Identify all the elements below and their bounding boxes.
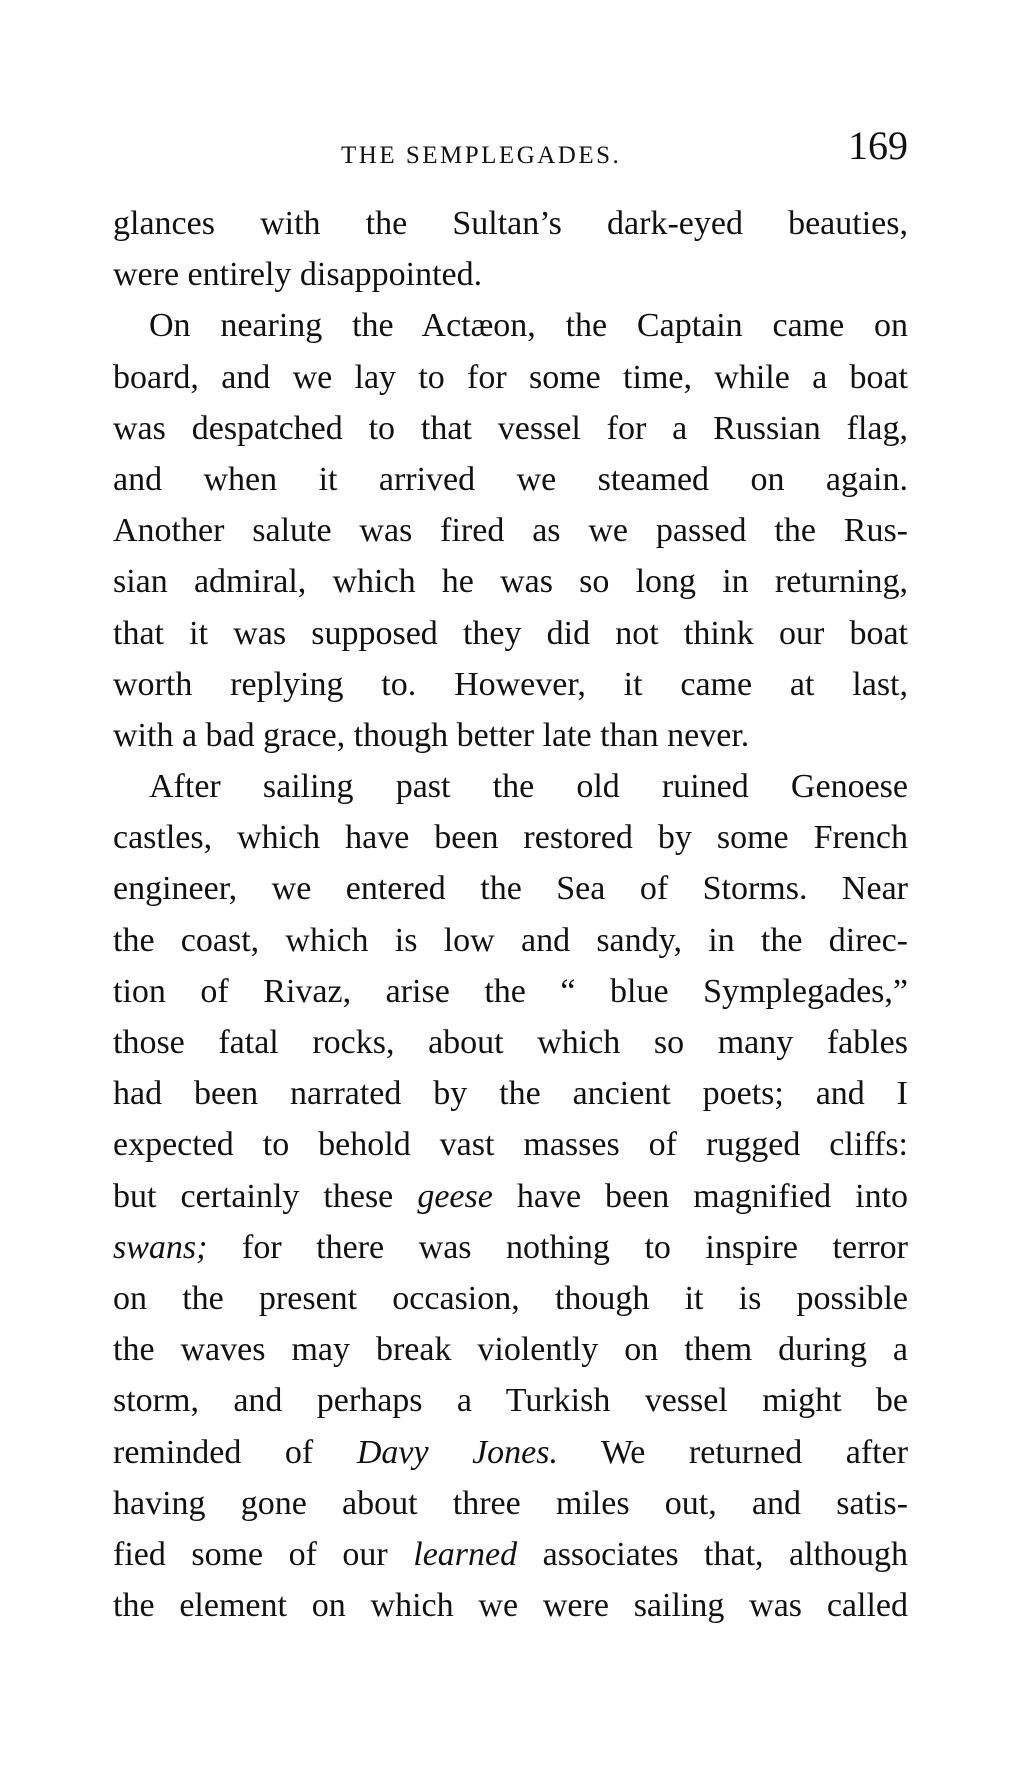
text-run: We returned after: [600, 1433, 909, 1471]
running-title: THE SEMPLEGADES.: [341, 142, 622, 169]
text-run: but certainly these: [113, 1177, 394, 1215]
text-line: [113, 1427, 908, 1478]
page-number: 169: [848, 123, 908, 168]
paragraph-genoese-castles: [113, 761, 908, 1631]
text-line: Another salute was fired as we passed the Rus-: [113, 512, 908, 550]
text-line: castles, which have been restored by some French: [113, 819, 908, 857]
page-header: [113, 122, 908, 182]
italic-word: geese: [417, 1177, 493, 1215]
italic-word: learned: [413, 1535, 518, 1573]
text-line: on the present occasion, though it is possible: [113, 1279, 908, 1317]
text-line: the element on which we were sailing was called: [113, 1587, 908, 1625]
text-line: glances with the Sultan’s dark-eyed beauties,: [113, 205, 908, 242]
paragraph-actaeon: [113, 300, 908, 761]
text-line: and when it arrived we steamed on again.: [113, 460, 908, 498]
text-line: expected to behold vast masses of rugged cliffs:: [113, 1126, 908, 1164]
text-line: sian admiral, which he was so long in returning,: [113, 563, 908, 601]
text-line: tion of Rivaz, arise the “ blue Symplegades,”: [113, 972, 908, 1010]
text-line: [113, 1529, 908, 1580]
text-run: reminded of: [113, 1433, 314, 1471]
text-line: On nearing the Actæon, the Captain came on: [149, 307, 908, 345]
text-run: fied some of our: [113, 1535, 388, 1573]
text-line: [113, 1171, 908, 1222]
text-line: [113, 1222, 908, 1273]
paragraph-continued: [113, 198, 908, 300]
text-line: the coast, which is low and sandy, in the direc-: [113, 921, 908, 959]
text-line: those fatal rocks, about which so many fables: [113, 1024, 908, 1061]
text-line: were entirely disappointed.: [113, 256, 483, 294]
text-line: had been narrated by the ancient poets; and I: [113, 1075, 908, 1113]
text-line: was despatched to that vessel for a Russian flag,: [113, 409, 908, 447]
text-line: board, and we lay to for some time, while a boat: [113, 358, 908, 396]
text-line: with a bad grace, though better late than never.: [113, 716, 750, 754]
text-line: the waves may break violently on them during a: [113, 1331, 908, 1369]
text-run: associates that, although: [542, 1535, 909, 1573]
italic-word: swans;: [113, 1228, 208, 1266]
body-text: [113, 198, 908, 1631]
text-line: engineer, we entered the Sea of Storms. Near: [113, 870, 908, 908]
text-line: storm, and perhaps a Turkish vessel might be: [113, 1382, 908, 1420]
text-line: After sailing past the old ruined Genoese: [149, 768, 908, 806]
text-line: that it was supposed they did not think our boat: [113, 614, 908, 652]
text-line: worth replying to. However, it came at last,: [113, 665, 908, 703]
italic-phrase: Davy Jones.: [356, 1433, 558, 1471]
text-run: have been magnified into: [516, 1177, 909, 1215]
text-run: for there was nothing to inspire terror: [242, 1228, 908, 1266]
text-line: having gone about three miles out, and satis-: [113, 1484, 908, 1522]
